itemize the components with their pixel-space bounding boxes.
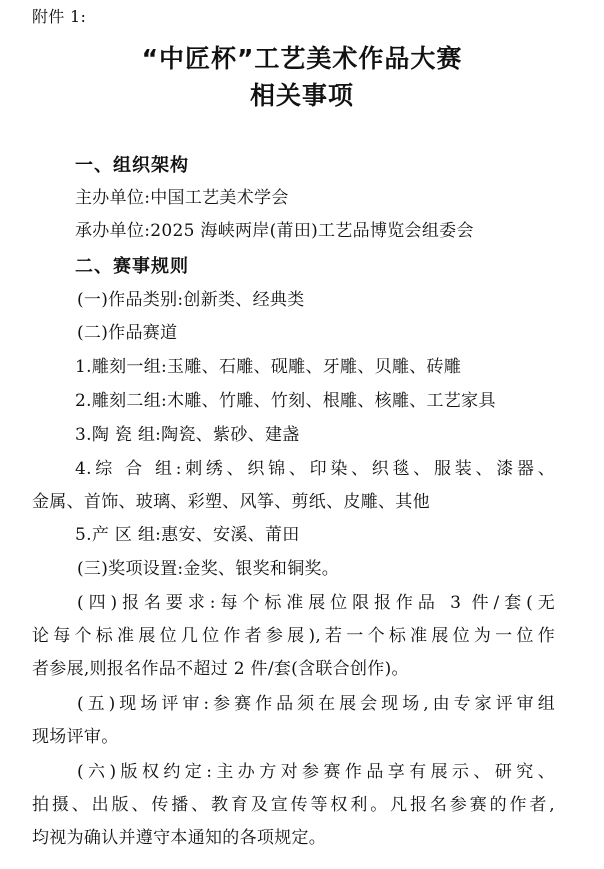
copyright-line3: 均视为确认并遵守本通知的各项规定。 xyxy=(32,828,327,848)
host-unit: 主办单位:中国工艺美术学会 xyxy=(75,188,289,208)
organizer-unit: 承办单位:2025 海峡两岸(莆田)工艺品博览会组委会 xyxy=(75,221,474,241)
registration-line3: 者参展,则报名作品不超过 2 件/套(含联合创作)。 xyxy=(32,659,409,679)
track-comprehensive-line1: 4.综 合 组:刺绣、织锦、印染、织毯、服装、漆器、 xyxy=(75,459,555,479)
track-comprehensive-line2: 金属、首饰、玻璃、彩塑、风筝、剪纸、皮雕、其他 xyxy=(32,492,430,512)
section1-heading: 一、组织架构 xyxy=(75,155,189,176)
registration-line1: (四)报名要求:每个标准展位限报作品 3 件/套(无 xyxy=(77,593,555,613)
section2-heading: 二、赛事规则 xyxy=(75,256,189,277)
track-region: 5.产 区 组:惠安、安溪、莆田 xyxy=(75,525,300,545)
tracks-heading: (二)作品赛道 xyxy=(77,323,178,343)
document-title-line1: “中匠杯”工艺美术作品大赛 xyxy=(141,44,463,73)
track-carving-1: 1.雕刻一组:玉雕、石雕、砚雕、牙雕、贝雕、砖雕 xyxy=(75,357,462,377)
track-carving-2: 2.雕刻二组:木雕、竹雕、竹刻、根雕、核雕、工艺家具 xyxy=(75,391,496,411)
registration-line2: 论每个标准展位几位作者参展),若一个标准展位为一位作 xyxy=(32,626,555,646)
document-title-line2: 相关事项 xyxy=(249,81,354,110)
work-categories: (一)作品类别:创新类、经典类 xyxy=(77,290,305,310)
copyright-line1: (六)版权约定:主办方对参赛作品享有展示、研究、 xyxy=(77,762,555,782)
track-ceramics: 3.陶 瓷 组:陶瓷、紫砂、建盏 xyxy=(75,425,300,445)
copyright-line2: 拍摄、出版、传播、教育及宣传等权利。凡报名参赛的作者, xyxy=(32,795,555,815)
review-line2: 现场评审。 xyxy=(32,727,119,747)
awards-setting: (三)奖项设置:金奖、银奖和铜奖。 xyxy=(77,559,340,579)
attachment-label: 附件 1: xyxy=(32,7,87,26)
review-line1: (五)现场评审:参赛作品须在展会现场,由专家评审组 xyxy=(77,694,555,714)
